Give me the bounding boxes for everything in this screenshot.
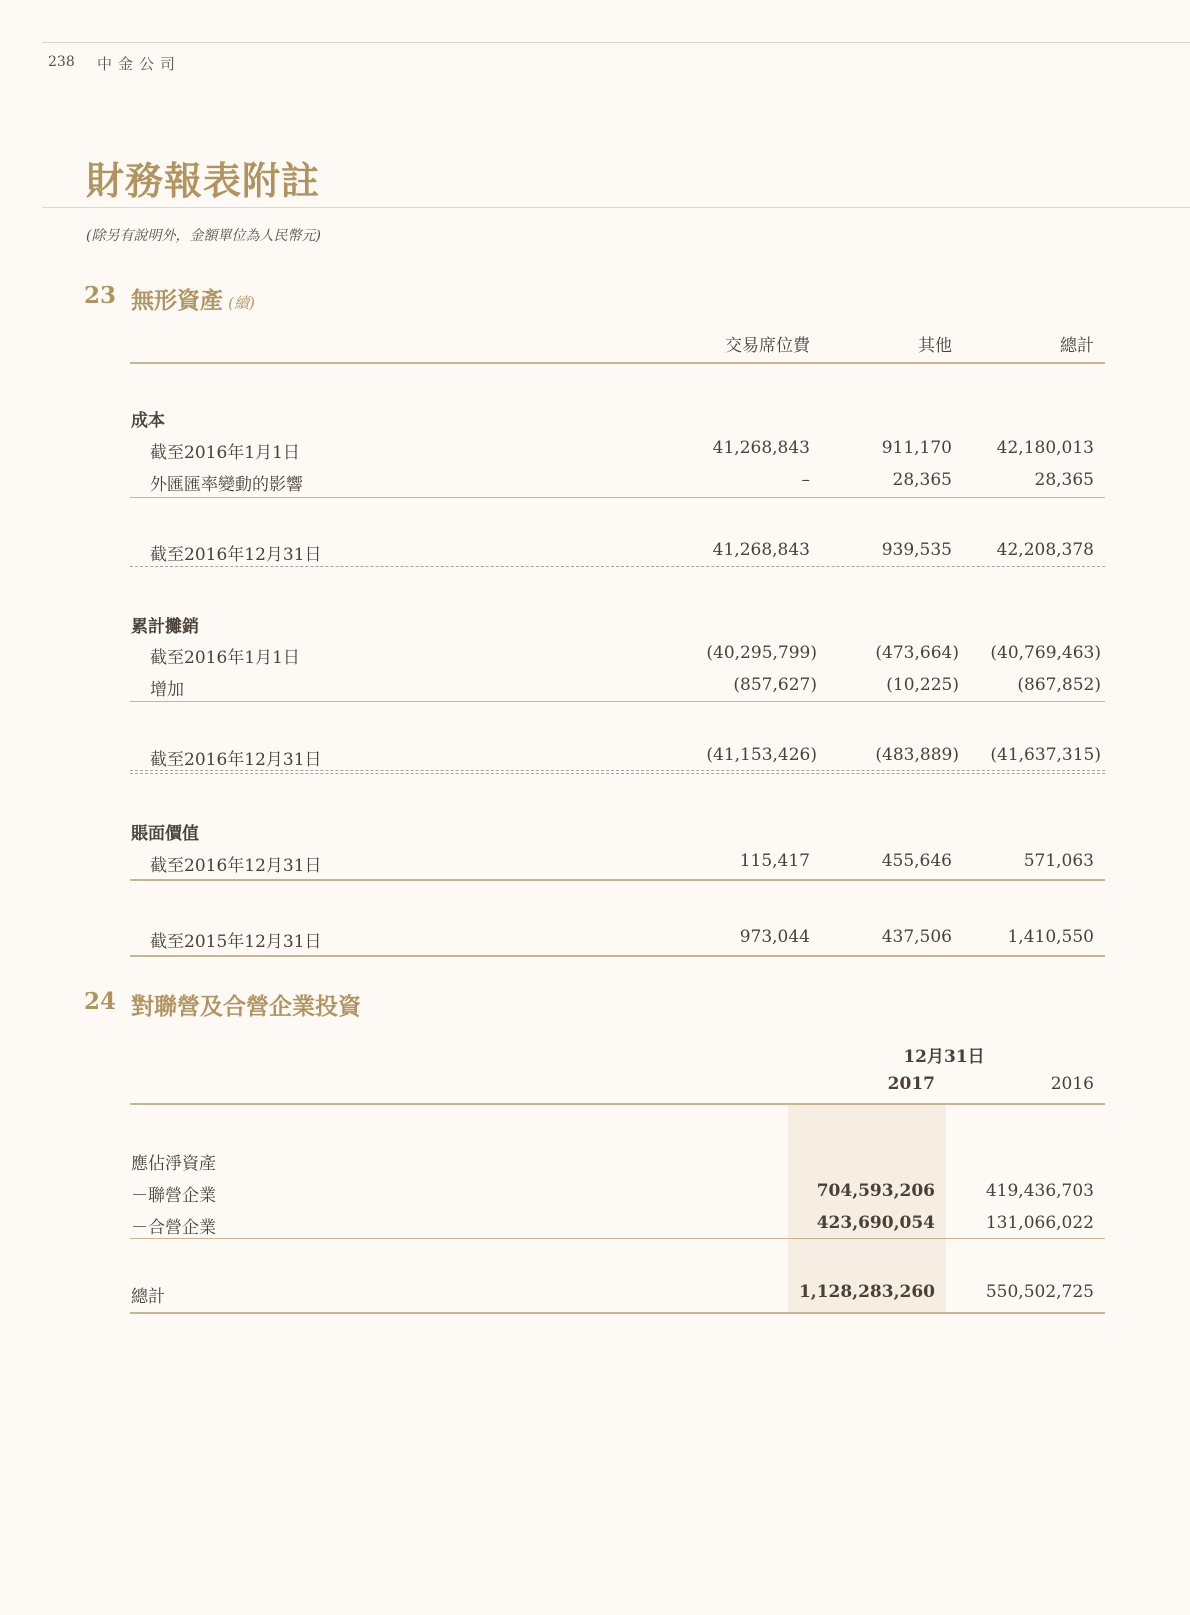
section-23-continued: (續) — [228, 294, 255, 312]
cell-total: 571,063 — [1023, 851, 1094, 871]
cell-2017: 704,593,206 — [816, 1181, 935, 1201]
section-23-title: 無形資產 — [131, 287, 223, 314]
row-label: 截至2016年12月31日 — [150, 750, 322, 770]
row-label: 截至2016年12月31日 — [150, 856, 322, 876]
date-header: 12月31日 — [903, 1047, 985, 1067]
dashed-rule — [130, 770, 1105, 771]
cell-2016: 419,436,703 — [985, 1181, 1094, 1201]
cell-trading-seats: (41,153,426) — [706, 745, 817, 765]
year-header-2017: 2017 — [887, 1074, 935, 1094]
cell-others: 911,170 — [881, 438, 952, 458]
dashed-rule — [130, 773, 1105, 774]
cell-others: 455,646 — [881, 851, 952, 871]
cell-total: 1,410,550 — [1007, 927, 1094, 947]
currency-note: (除另有說明外，金額單位為人民幣元) — [86, 228, 321, 244]
row-label: 截至2016年1月1日 — [150, 648, 300, 668]
col-header-total: 總計 — [1060, 336, 1094, 356]
cost-label: 成本 — [131, 411, 165, 431]
net-assets-label: 應佔淨資產 — [131, 1154, 216, 1174]
cell-trading-seats: (857,627) — [733, 675, 817, 695]
section-23-heading — [131, 282, 255, 315]
cell-others: (10,225) — [886, 675, 959, 695]
cell-others: (483,889) — [875, 745, 959, 765]
row-label: －聯營企業 — [131, 1186, 216, 1206]
cell-2016: 131,066,022 — [985, 1213, 1094, 1233]
cell-total: 28,365 — [1034, 470, 1094, 490]
row-label: 截至2015年12月31日 — [150, 932, 322, 952]
section-rule — [130, 1312, 1105, 1314]
cell-total: (41,637,315) — [990, 745, 1101, 765]
dashed-rule — [130, 566, 1105, 567]
section-rule — [130, 955, 1105, 957]
cell-total: 42,180,013 — [996, 438, 1094, 458]
header-rule — [130, 362, 1105, 364]
header-rule — [130, 1103, 1105, 1105]
company-name: 中金公司 — [97, 55, 182, 73]
row-label: 截至2016年12月31日 — [150, 545, 322, 565]
row-label: －合營企業 — [131, 1218, 216, 1238]
cell-total: (867,852) — [1017, 675, 1101, 695]
top-rule — [42, 42, 1190, 43]
cell-total: (40,769,463) — [990, 643, 1101, 663]
section-24-title: 對聯營及合營企業投資 — [131, 993, 361, 1020]
cell-others: 939,535 — [881, 540, 952, 560]
cell-total: 42,208,378 — [996, 540, 1094, 560]
cell-2017: 423,690,054 — [816, 1213, 935, 1233]
section-23-number: 23 — [84, 282, 117, 309]
col-header-trading-seats: 交易席位費 — [725, 336, 810, 356]
cell-trading-seats: 115,417 — [739, 851, 810, 871]
cell-2016: 550,502,725 — [985, 1282, 1094, 1302]
row-label: 截至2016年1月1日 — [150, 443, 300, 463]
amortisation-label: 累計攤銷 — [131, 617, 199, 637]
cell-others: (473,664) — [875, 643, 959, 663]
cell-others: 437,506 — [881, 927, 952, 947]
page-number: 238 — [48, 54, 75, 70]
page-title: 財務報表附註 — [86, 158, 321, 203]
subtotal-rule — [130, 701, 1105, 702]
row-label: 增加 — [150, 680, 184, 700]
cell-trading-seats: – — [801, 470, 810, 490]
col-header-others: 其他 — [918, 336, 952, 356]
section-24-number: 24 — [84, 988, 117, 1015]
cell-others: 28,365 — [892, 470, 952, 490]
carrying-amount-label: 賬面價值 — [131, 824, 199, 844]
subtotal-rule — [130, 1238, 1105, 1239]
year-header-2016: 2016 — [1050, 1074, 1094, 1094]
subtotal-rule — [130, 497, 1105, 498]
cell-trading-seats: (40,295,799) — [706, 643, 817, 663]
cell-trading-seats: 973,044 — [739, 927, 810, 947]
row-label: 總計 — [131, 1287, 165, 1307]
title-rule — [42, 207, 1190, 208]
cell-trading-seats: 41,268,843 — [712, 438, 810, 458]
row-label: 外匯匯率變動的影響 — [150, 475, 303, 495]
section-rule — [130, 879, 1105, 881]
cell-2017: 1,128,283,260 — [798, 1282, 935, 1302]
cell-trading-seats: 41,268,843 — [712, 540, 810, 560]
